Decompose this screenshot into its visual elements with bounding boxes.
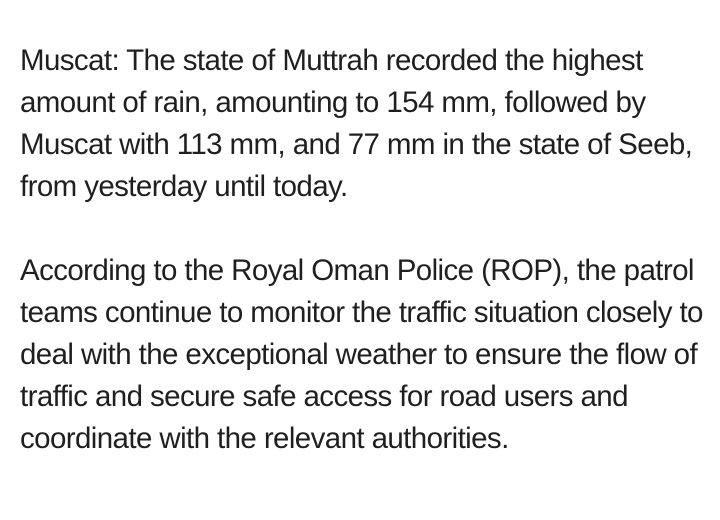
article-body — [20, 40, 710, 460]
article-paragraph-rop: According to the Royal Oman Police (ROP), the patrol teams continue to monitor the traffic situation closely to deal with the exceptional weather to ensure the flow of traffic and secure safe access for road users and coordinate with the relevant authorities. — [20, 254, 703, 455]
article-paragraph-rainfall: Muscat: The state of Muttrah recorded the highest amount of rain, amounting to 154 mm, followed by Muscat with 113 mm, and 77 mm in the state of Seeb, from yesterday until today. — [20, 44, 693, 203]
